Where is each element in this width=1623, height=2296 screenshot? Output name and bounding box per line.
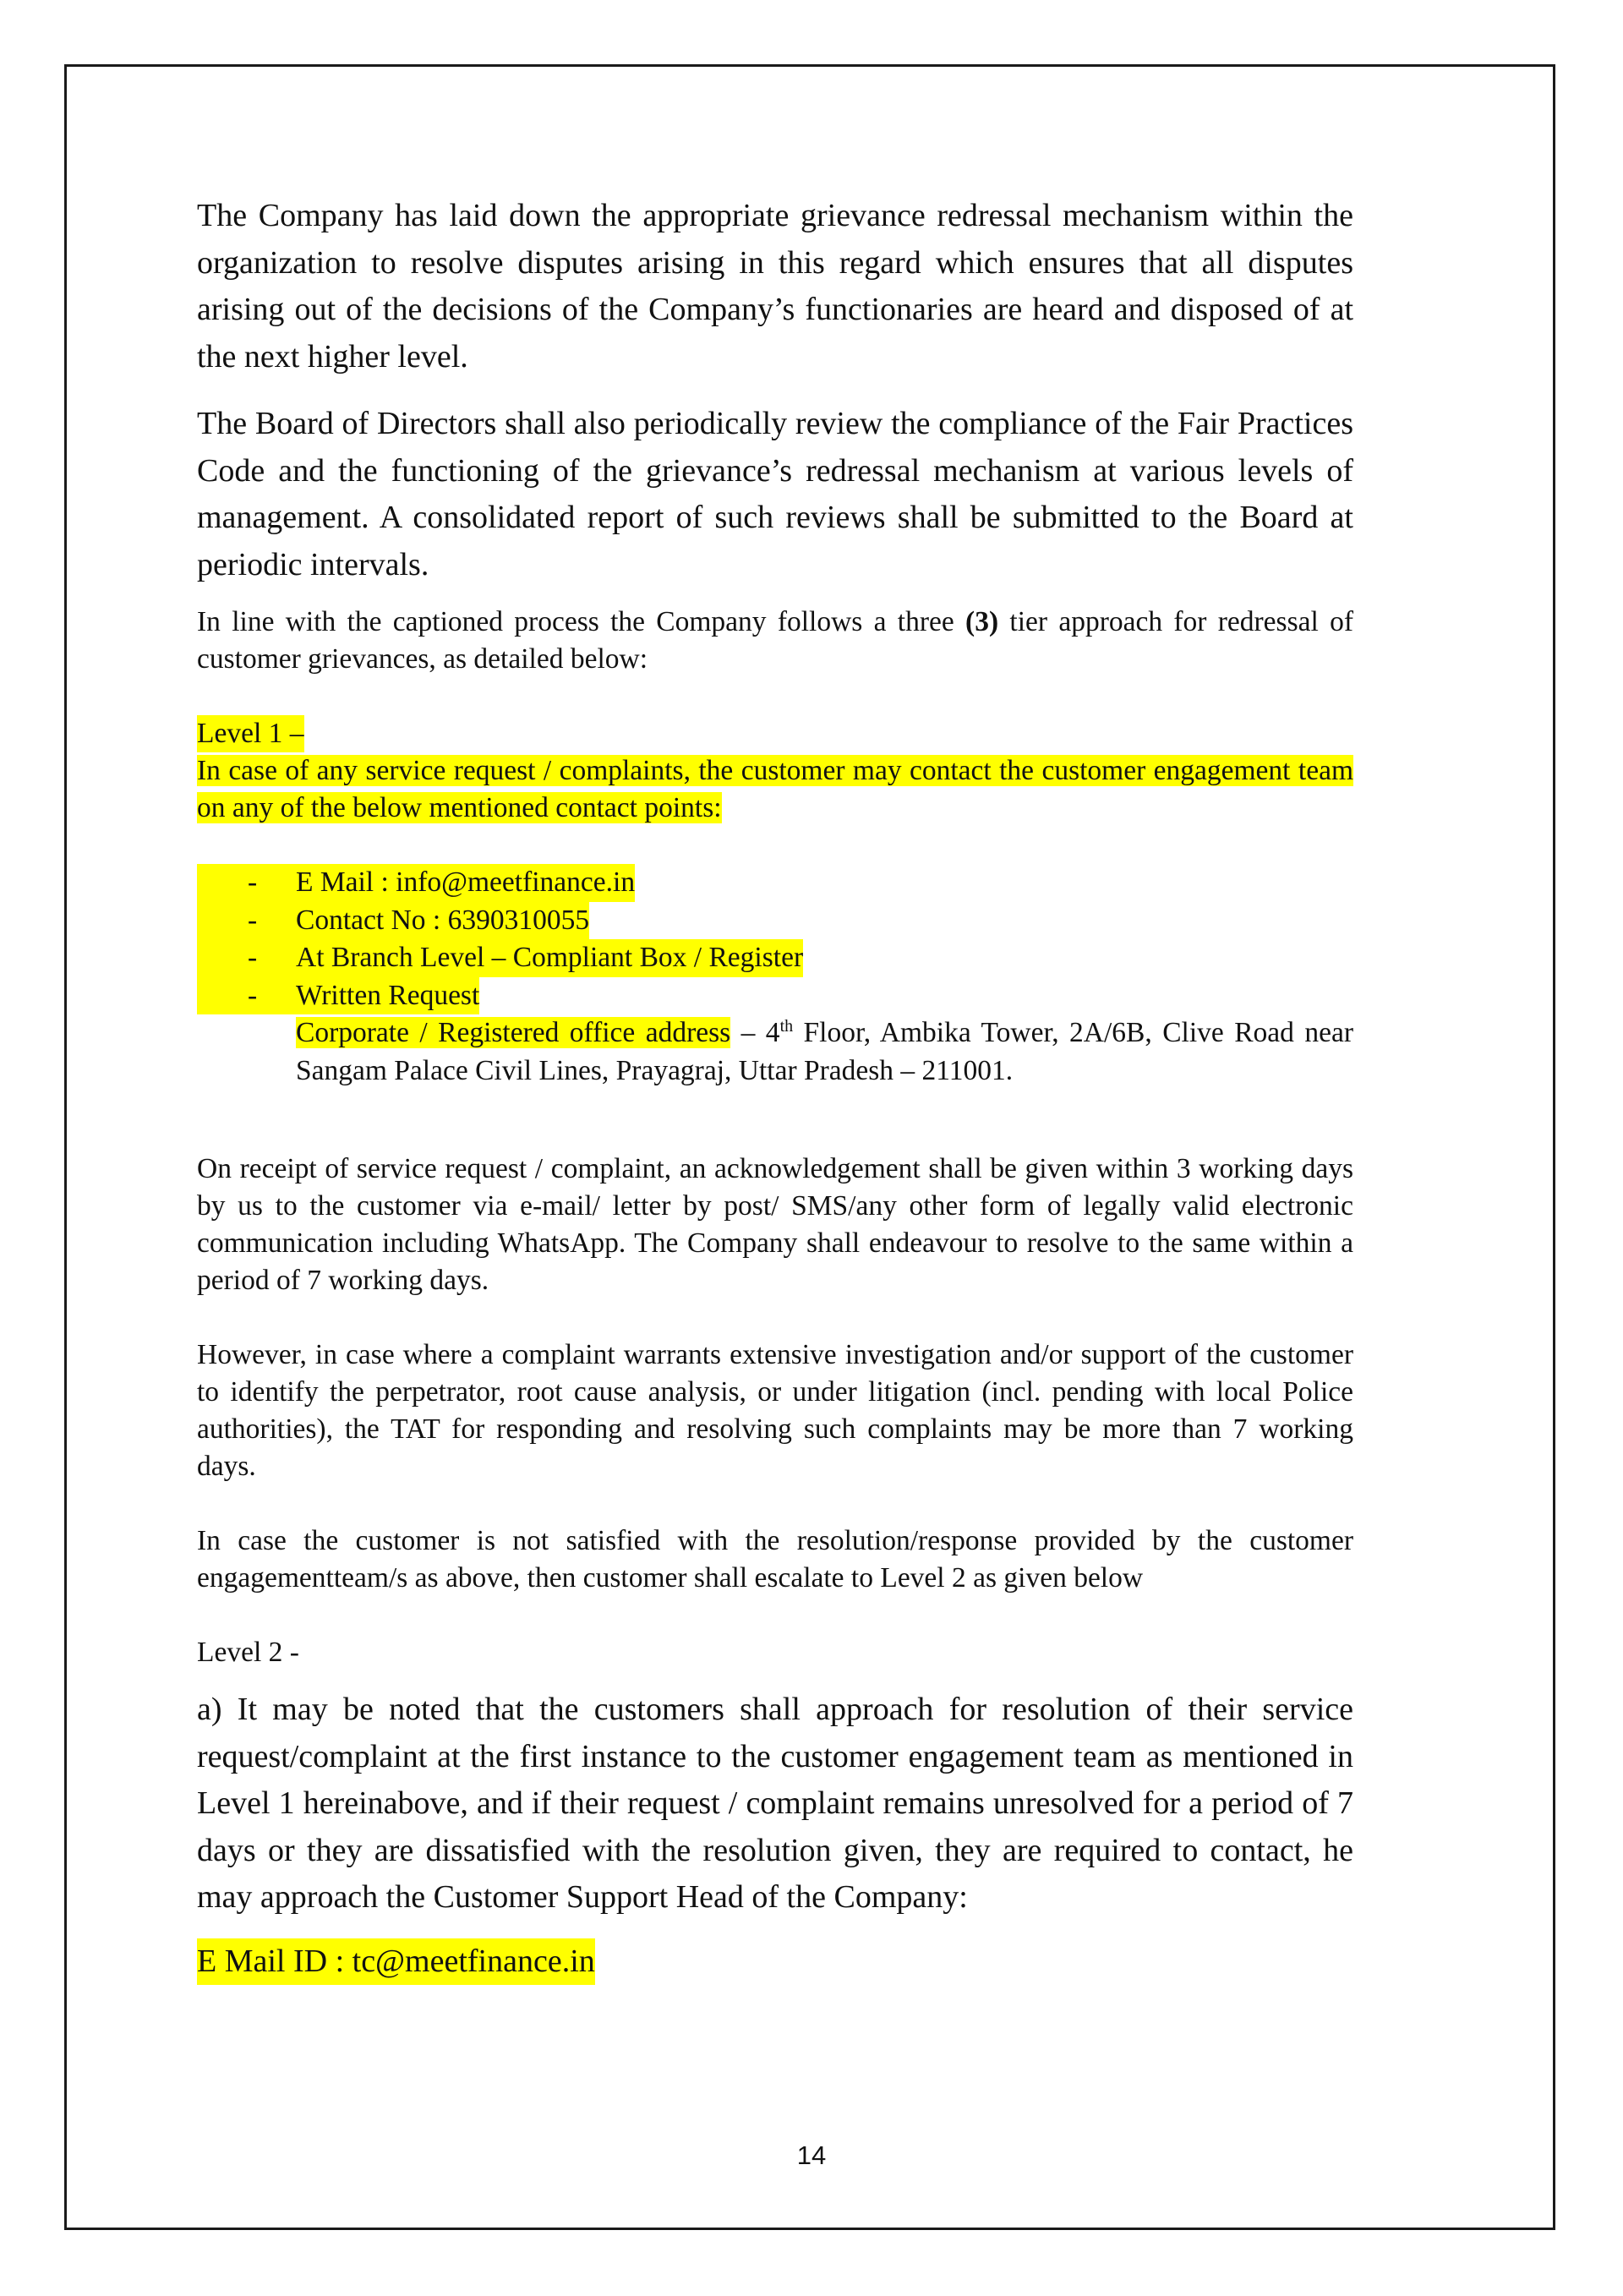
list-item xyxy=(197,902,1353,940)
contact-phone: Contact No : 6390310055 xyxy=(296,904,590,936)
address-prefix: – 4 xyxy=(730,1017,780,1048)
page-number: 14 xyxy=(796,2140,827,2170)
page-content xyxy=(197,193,1353,1985)
contact-email-info[interactable]: E Mail : info@meetfinance.in xyxy=(296,866,636,898)
tier-count: (3) xyxy=(965,606,999,637)
address-label: Corporate / Registered office address xyxy=(296,1017,731,1048)
paragraph-level2-approach: a) It may be noted that the customers shall approach for resolution of their service request/complaint at the first instance to the customer engagement team as mentioned in Level 1 hereinabove, and if their request / complaint remains unresolved for a period of 7 days or they are dissatisfied with the resolution given, they are required to contact, he may approach the Customer Support Head of the Company: xyxy=(197,1692,1353,1915)
dash-bullet-icon: - xyxy=(248,979,258,1011)
list-item xyxy=(197,977,1353,1015)
level2-title: Level 2 - xyxy=(197,1637,299,1668)
paragraph-grievance-mechanism: The Company has laid down the appropriate grievance redressal mechanism within the organization to resolve disputes arising in this regard which ensures that all disputes arising out of the decisions of the Company’s functionaries are heard and disposed of at the next higher level. xyxy=(197,198,1353,374)
level2-email[interactable]: E Mail ID : tc@meetfinance.in xyxy=(197,1938,595,1985)
tier-intro-after: tier approach for redressal of customer grievances, as detailed below: xyxy=(197,606,1353,675)
list-item xyxy=(197,939,1353,977)
contact-branch: At Branch Level – Compliant Box / Register xyxy=(296,942,804,973)
list-item xyxy=(197,864,1353,902)
paragraph-board-review: The Board of Directors shall also periodically review the compliance of the Fair Practices Code and the functioning of the grievance’s redressal mechanism at various levels of management. A consolidated report of such reviews shall be submitted to the Board at periodic intervals. xyxy=(197,406,1353,582)
paragraph-acknowledgement: On receipt of service request / complaint, an acknowledgement shall be given within 3 working days by us to the customer via e-mail/ letter by post/ SMS/any other form of legally valid electronic communication including WhatsApp. The Company shall endeavour to resolve to the same within a period of 7 working days. xyxy=(197,1153,1353,1296)
paragraph-tier-approach xyxy=(197,604,1353,678)
office-address xyxy=(197,1014,1353,1090)
paragraph-extended-tat: However, in case where a complaint warrants extensive investigation and/or support of the customer to identify the perpetrator, root cause analysis, or under litigation (incl. pending with local Police authorities), the TAT for responding and resolving such complaints may be more than 7 working days. xyxy=(197,1339,1353,1482)
level1-title: Level 1 – xyxy=(197,715,304,752)
level1-text xyxy=(197,752,1353,827)
contact-written-request: Written Request xyxy=(296,979,480,1011)
address-ordinal: th xyxy=(779,1017,794,1036)
dash-bullet-icon: - xyxy=(248,866,258,898)
address-rest: Floor, Ambika Tower, 2A/6B, Clive Road near Sangam Palace Civil Lines, Prayagraj, Uttar Pradesh – 211001. xyxy=(296,1017,1353,1086)
tier-intro-before: In line with the captioned process the Company follows a three xyxy=(197,606,966,637)
dash-bullet-icon: - xyxy=(248,904,258,936)
level1-text-highlight: In case of any service request / complaints, the customer may contact the customer engagement team on any of the below mentioned contact points: xyxy=(197,755,1353,823)
level1-section xyxy=(197,715,1353,827)
contact-points-list xyxy=(197,864,1353,1014)
dash-bullet-icon: - xyxy=(248,942,258,973)
paragraph-escalate-level2: In case the customer is not satisfied with the resolution/response provided by the customer engagementteam/s as above, then customer shall escalate to Level 2 as given below xyxy=(197,1525,1353,1594)
